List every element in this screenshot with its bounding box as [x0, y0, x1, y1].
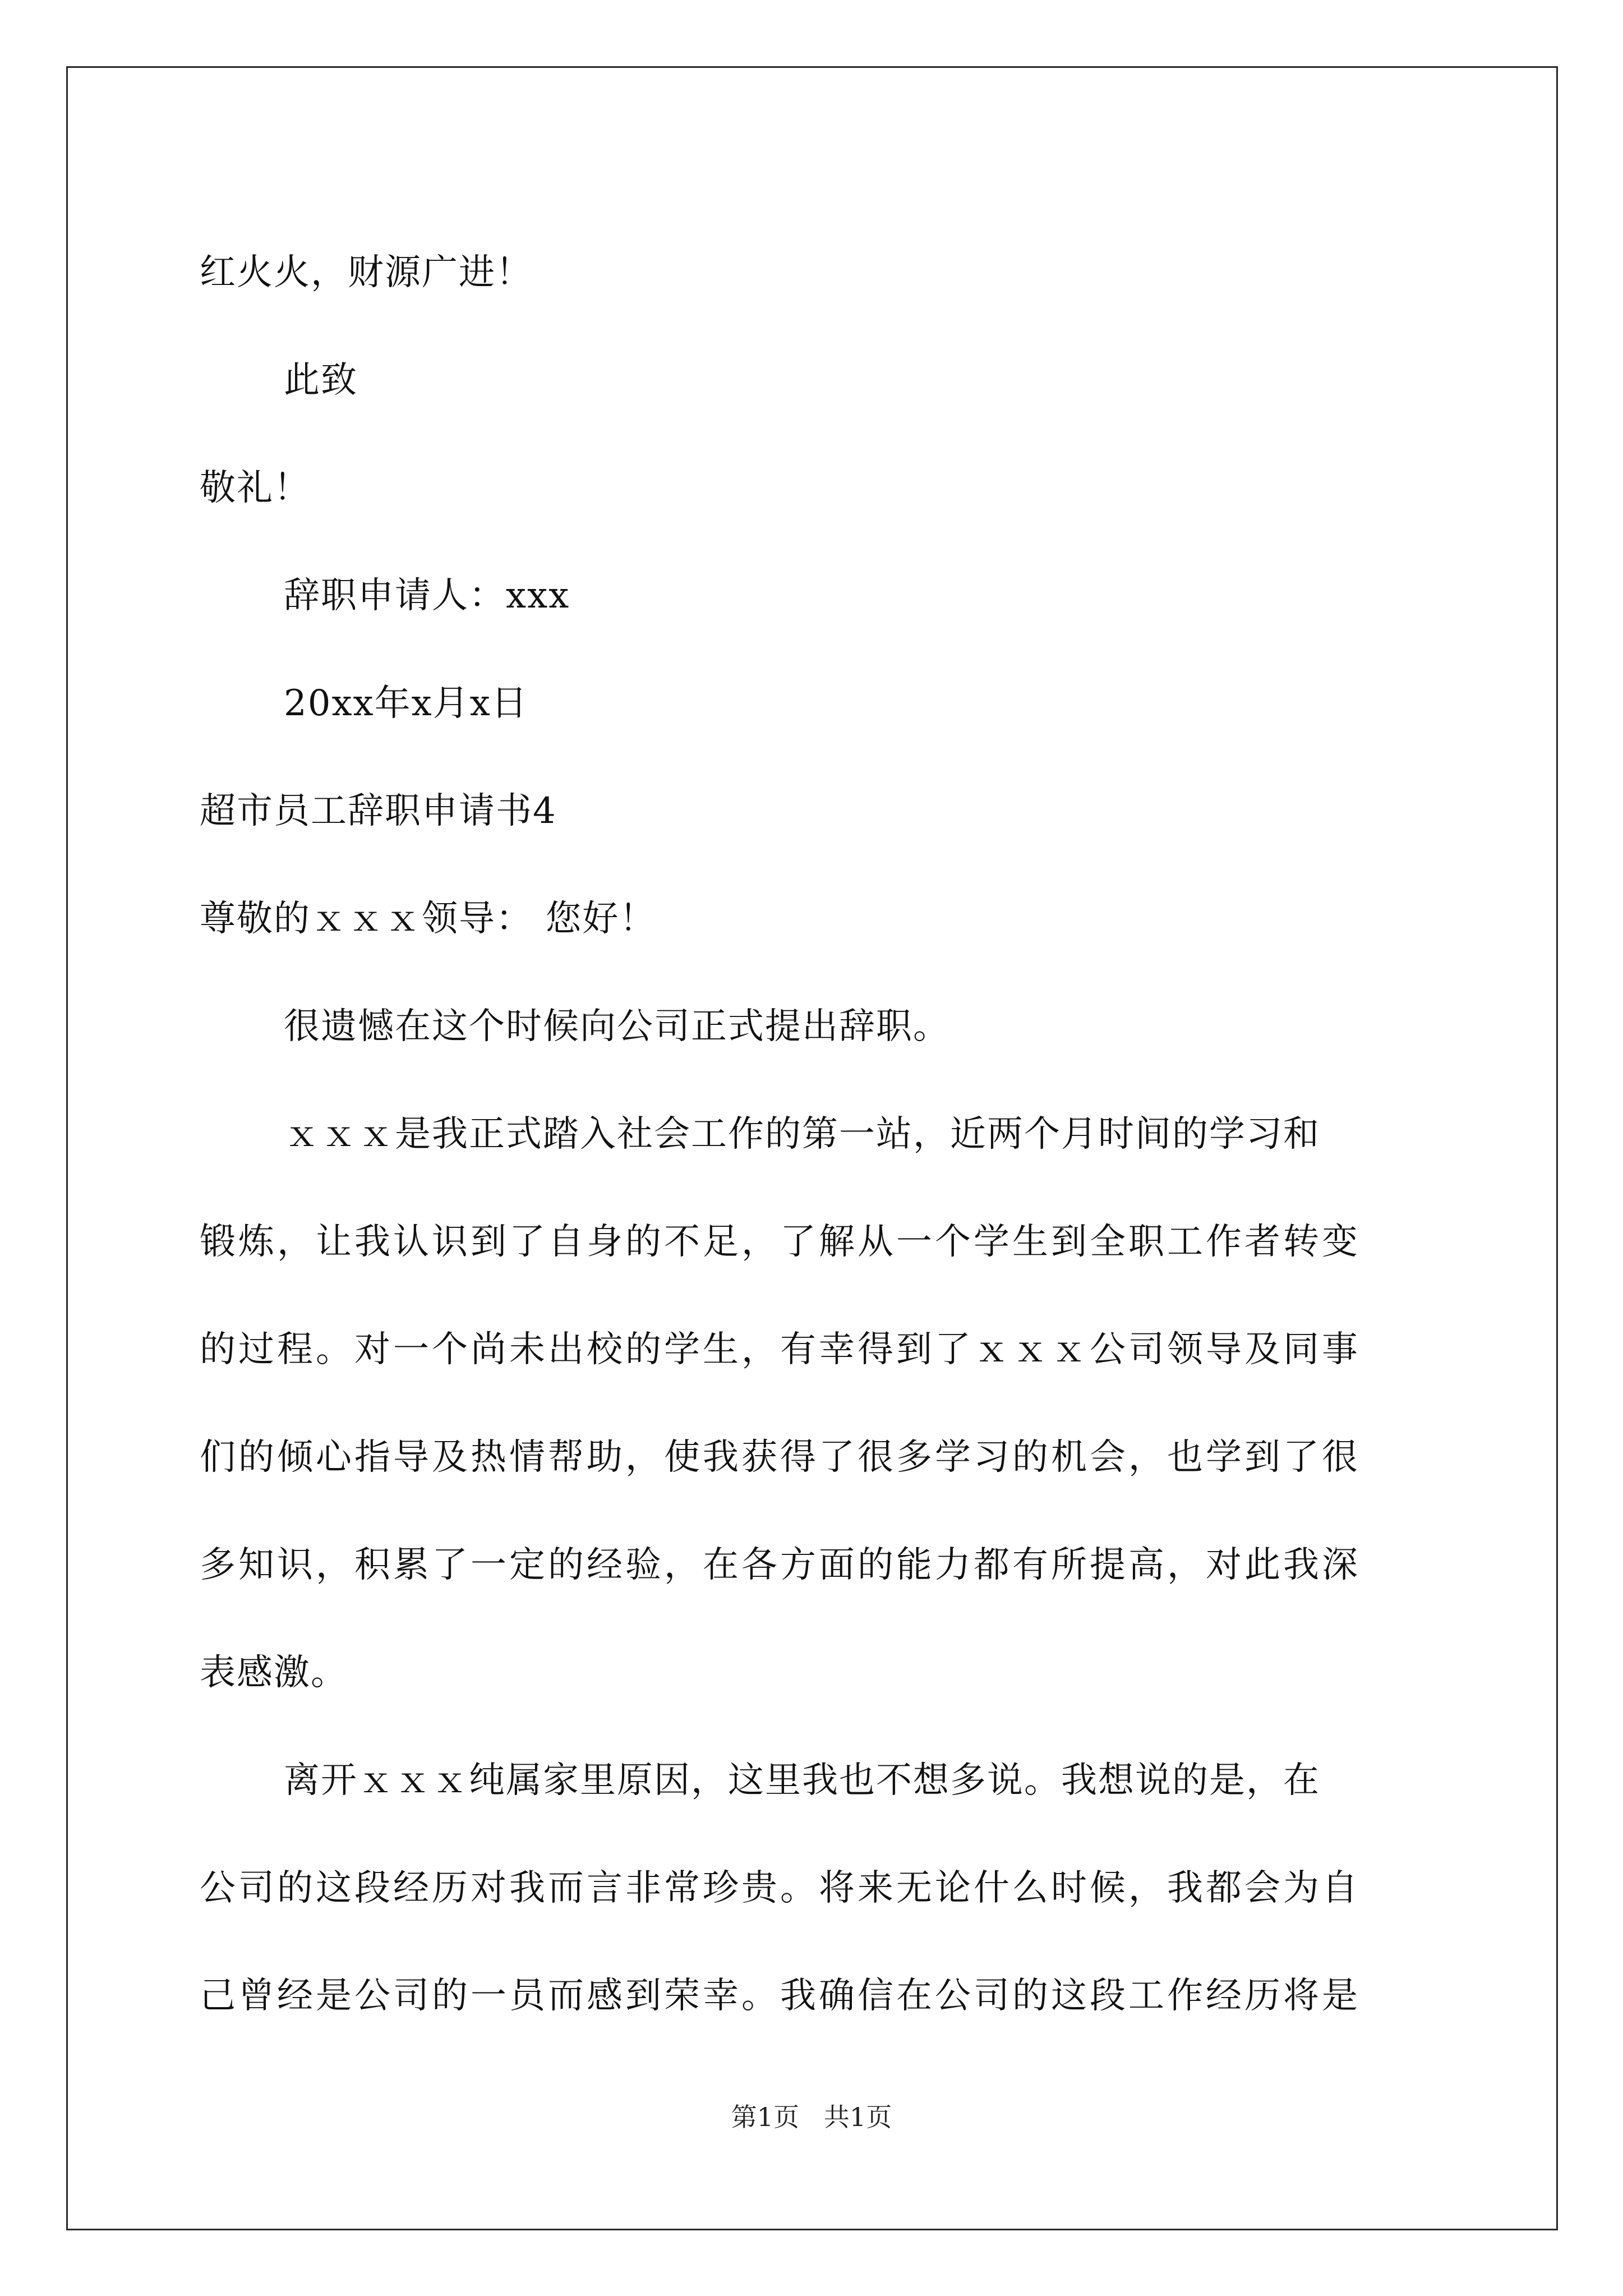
page-number: 第1页 共1页	[731, 2102, 892, 2132]
text-line: 的过程。对一个尚未出校的学生，有幸得到了ｘｘｘ公司领导及同事	[200, 1329, 1361, 1370]
signature-line: 辞职申请人：xxx	[284, 575, 570, 616]
text-line: 们的倾心指导及热情帮助，使我获得了很多学习的机会，也学到了很	[200, 1437, 1361, 1478]
closing-salutation: 此致	[284, 360, 358, 401]
greeting-line: 尊敬的ｘｘｘ领导： 您好！	[200, 898, 657, 940]
text-line: 红火火，财源广进！	[200, 252, 533, 293]
text-line: 表感激。	[200, 1652, 348, 1694]
text-line: ｘｘｘ是我正式踏入社会工作的第一站，近两个月时间的学习和	[284, 1114, 1320, 1155]
text-line: 多知识，积累了一定的经验，在各方面的能力都有所提高，对此我深	[200, 1544, 1361, 1586]
section-title: 超市员工辞职申请书4	[200, 790, 557, 832]
text-line: 很遗憾在这个时候向公司正式提出辞职。	[284, 1006, 950, 1047]
text-line: 离开ｘｘｘ纯属家里原因，这里我也不想多说。我想说的是，在	[284, 1760, 1320, 1801]
text-line: 己曾经是公司的一员而感到荣幸。我确信在公司的这段工作经历将是	[200, 1975, 1361, 2017]
document-body	[200, 219, 1433, 2050]
date-line: 20xx年x月x日	[284, 683, 528, 724]
closing-regards: 敬礼！	[200, 467, 311, 509]
text-line: 锻炼，让我认识到了自身的不足，了解从一个学生到全职工作者转变	[200, 1221, 1361, 1263]
text-line: 公司的这段经历对我而言非常珍贵。将来无论什么时候，我都会为自	[200, 1867, 1361, 1909]
